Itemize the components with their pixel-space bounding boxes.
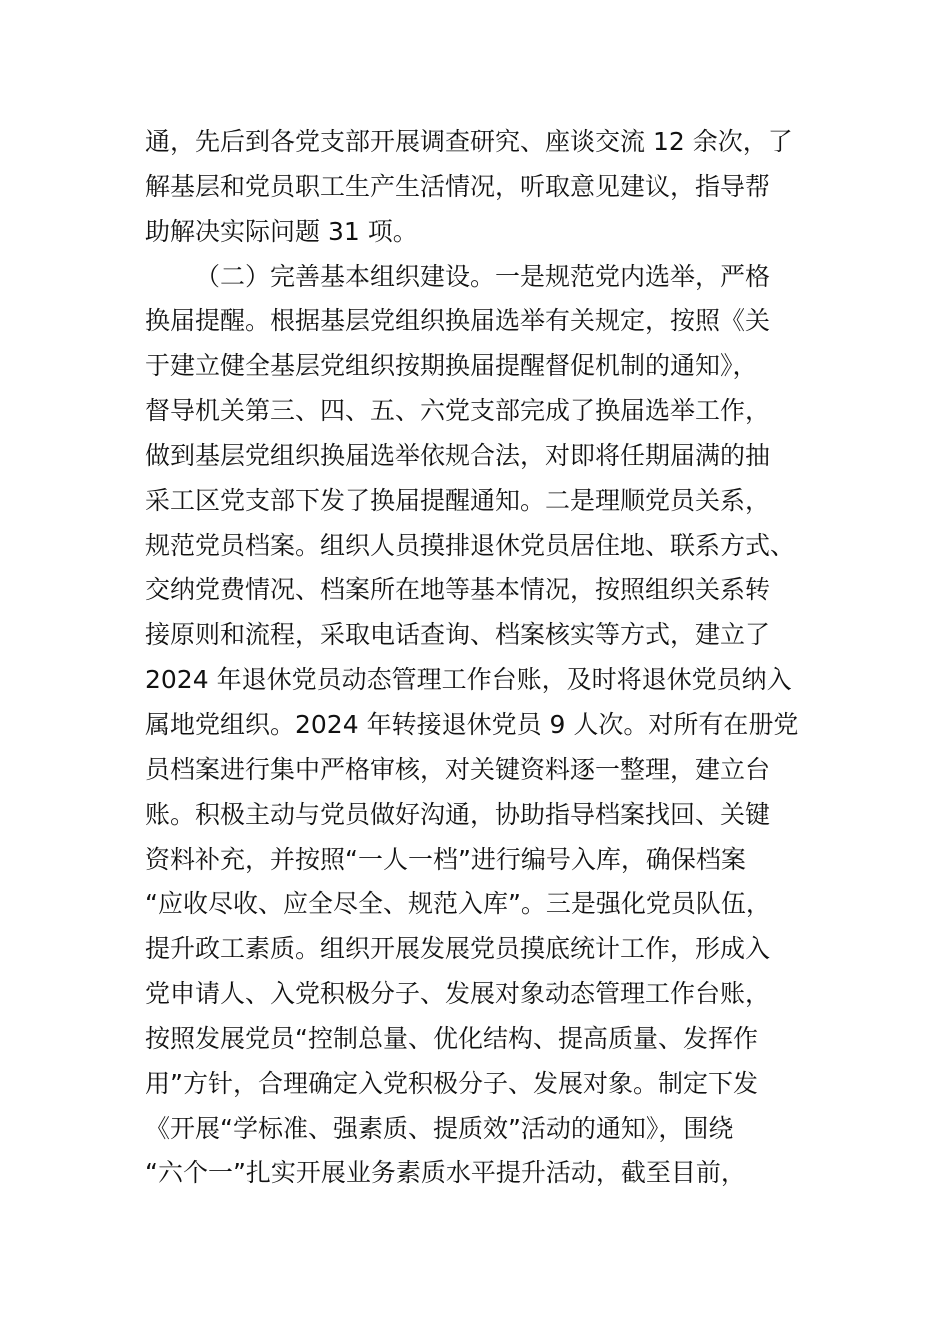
section-heading-line: （二）完善基本组织建设。一是规范党内选举，严格 bbox=[195, 261, 771, 291]
text-line-20: 党申请人、入党积极分子、发展对象动态管理工作台账， bbox=[145, 979, 771, 1009]
text-line-16: 账。积极主动与党员做好沟通，协助指导档案找回、关键 bbox=[145, 799, 771, 829]
body-text bbox=[145, 120, 815, 1196]
text-line-12: 接原则和流程，采取电话查询、档案核实等方式，建立了 bbox=[145, 620, 771, 650]
text-line-13: 2024 年退休党员动态管理工作台账，及时将退休党员纳入 bbox=[145, 665, 792, 695]
text-line-24: “六个一”扎实开展业务素质水平提升活动，截至目前， bbox=[145, 1158, 746, 1188]
text-line-19: 提升政工素质。组织开展发展党员摸底统计工作，形成入 bbox=[145, 934, 771, 964]
text-line-6: 于建立健全基层党组织按期换届提醒督促机制的通知》， bbox=[145, 351, 758, 381]
text-line-17: 资料补充，并按照“一人一档”进行编号入库，确保档案 bbox=[145, 844, 746, 874]
text-line-1: 通，先后到各党支部开展调查研究、座谈交流 12 余次，了 bbox=[145, 127, 793, 156]
text-line-14: 属地党组织。2024 年转接退休党员 9 人次。对所有在册党 bbox=[145, 709, 799, 739]
text-line-9: 采工区党支部下发了换届提醒通知。二是理顺党员关系， bbox=[145, 485, 771, 515]
text-line-23: 《开展“学标准、强素质、提质效”活动的通知》，围绕 bbox=[145, 1113, 734, 1143]
text-line-15: 员档案进行集中严格审核，对关键资料逐一整理，建立台 bbox=[145, 754, 771, 784]
text-line-5: 换届提醒。根据基层党组织换届选举有关规定，按照《关 bbox=[145, 306, 771, 336]
text-line-7: 督导机关第三、四、五、六党支部完成了换届选举工作， bbox=[145, 396, 771, 426]
text-line-21: 按照发展党员“控制总量、优化结构、提高质量、发挥作 bbox=[145, 1023, 758, 1053]
text-line-11: 交纳党费情况、档案所在地等基本情况，按照组织关系转 bbox=[145, 575, 771, 605]
text-line-3: 助解决实际问题 31 项。 bbox=[145, 216, 418, 246]
text-line-18: “应收尽收、应全尽全、规范入库”。三是强化党员队伍， bbox=[145, 889, 771, 919]
text-line-22: 用”方针，合理确定入党积极分子、发展对象。制定下发 bbox=[145, 1068, 758, 1098]
text-line-2: 解基层和党员职工生产生活情况，听取意见建议，指导帮 bbox=[145, 171, 771, 201]
text-line-8: 做到基层党组织换届选举依规合法，对即将任期届满的抽 bbox=[145, 440, 771, 470]
text-line-10: 规范党员档案。组织人员摸排退休党员居住地、联系方式、 bbox=[145, 530, 796, 560]
